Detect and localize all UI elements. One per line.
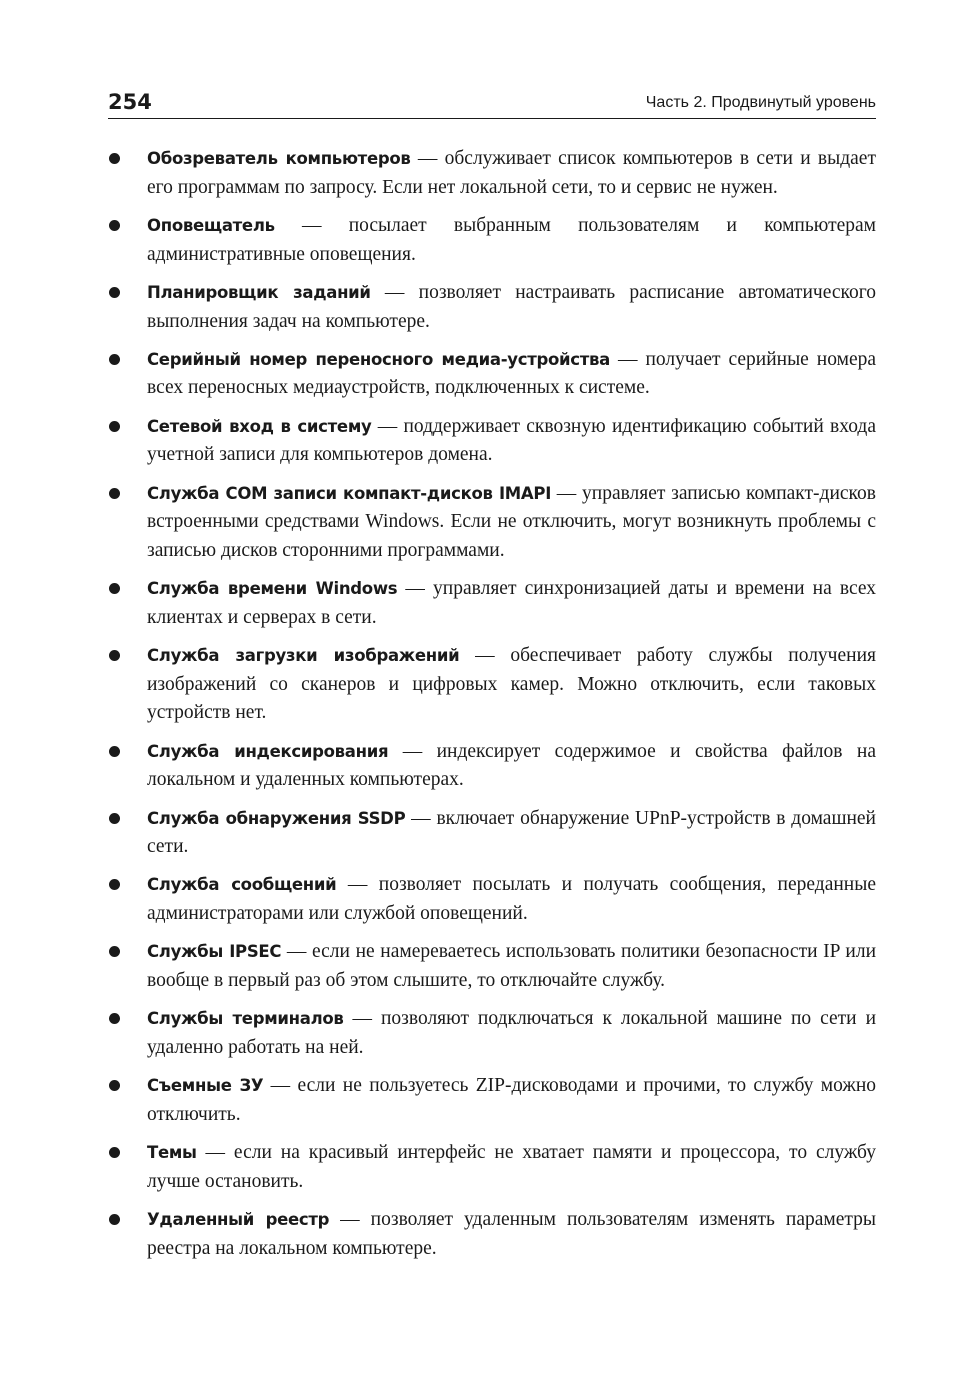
bullet-icon: [109, 354, 120, 365]
item-term: Служба загрузки изображений: [147, 646, 460, 666]
bullet-icon: [109, 650, 120, 661]
bullet-icon: [109, 746, 120, 757]
bullet-icon: [109, 1147, 120, 1158]
bullet-icon: [109, 220, 120, 231]
item-term: Службы IPSEC: [147, 942, 282, 962]
item-text: — обеспечивает работу службы получения изображений со сканеров и цифровых камер. Можно отключить, если таковых устройств нет.: [147, 645, 876, 724]
list-item: [108, 642, 876, 728]
page-header: [108, 88, 876, 119]
list-item: [108, 871, 876, 928]
item-text: — если на красивый интерфейс не хватает памяти и процессора, то службу лучше остановить.: [147, 1142, 876, 1192]
item-term: Удаленный реестр: [147, 1210, 330, 1229]
list-item: [108, 480, 876, 566]
item-term: Служба сообщений: [147, 875, 337, 895]
item-text: — посылает выбранным пользователям и компьютерам административные оповещения.: [147, 214, 876, 265]
list-item: [108, 279, 876, 336]
item-term: Сетевой вход в систему: [147, 416, 372, 436]
list-item: [108, 1072, 876, 1129]
item-text: — если не пользуетесь ZIP-дисководами и прочими, то службу можно отключить.: [147, 1075, 877, 1125]
bullet-icon: [109, 1013, 120, 1024]
bullet-icon: [109, 1080, 120, 1091]
item-text: — позволяет удаленным пользователям изменять параметры реестра на локальном компьютере.: [147, 1209, 876, 1259]
item-text: — если не намереваетесь использовать политики безопасности IP или вообще в первый раз об этом слышите, то отключайте службу.: [147, 941, 877, 992]
list-item: [108, 1206, 876, 1263]
list-item: [108, 346, 876, 403]
list-item: [108, 145, 876, 202]
item-text: — обслуживает список компьютеров в сети и выдает его программам по запросу. Если нет локальной сети, то и сервис не нужен.: [147, 148, 876, 198]
bullet-icon: [109, 946, 120, 957]
list-item: [108, 738, 876, 795]
item-text: — позволяет настраивать расписание автоматического выполнения задач на компьютере.: [147, 281, 876, 332]
item-text: — управляет записью компакт-дисков встроенными средствами Windows. Если не отключить, могут возникнуть проблемы с записью дисков сторонними программами.: [147, 482, 876, 561]
item-term: Съемные ЗУ: [147, 1076, 264, 1096]
item-term: Планировщик заданий: [147, 282, 371, 302]
item-text: — позволяет посылать и получать сообщения, переданные администраторами или службой оповещений.: [147, 874, 876, 925]
item-term: Служба COM записи компакт-дисков IMAPI: [147, 483, 552, 503]
item-text: — управляет синхронизацией даты и времени на всех клиентах и серверах в сети.: [147, 578, 877, 628]
running-title: Часть 2. Продвинутый уровень: [645, 94, 876, 111]
item-text: — поддерживает сквозную идентификацию событий входа учетной записи для компьютеров домена.: [147, 415, 876, 466]
item-text: — получает серийные номера всех переносных медиаустройств, подключенных к системе.: [147, 348, 877, 399]
bullet-icon: [109, 421, 120, 432]
item-term: Служба индексирования: [147, 741, 389, 761]
list-item: [108, 575, 876, 632]
item-text: — позволяют подключаться к локальной машине по сети и удаленно работать на ней.: [147, 1008, 877, 1058]
bullet-icon: [109, 153, 120, 164]
bullet-icon: [109, 488, 120, 499]
bullet-icon: [109, 287, 120, 298]
list-item: [108, 413, 876, 470]
item-term: Служба обнаружения SSDP: [147, 808, 406, 828]
item-term: Оповещатель: [147, 215, 275, 235]
page-number: 254: [108, 90, 152, 114]
list-item: [108, 212, 876, 269]
list-item: [108, 805, 876, 862]
item-term: Службы терминалов: [147, 1009, 344, 1029]
item-term: Служба времени Windows: [147, 579, 398, 599]
bullet-icon: [109, 1214, 120, 1225]
item-text: — индексирует содержимое и свойства файлов на локальном и удаленных компьютерах.: [147, 740, 876, 791]
list-item: [108, 1139, 876, 1196]
list-item: [108, 1005, 876, 1062]
item-text: — включает обнаружение UPnP-устройств в домашней сети.: [147, 807, 876, 858]
list-item: [108, 938, 876, 995]
bullet-icon: [109, 813, 120, 824]
item-term: Обозреватель компьютеров: [147, 149, 411, 168]
item-term: Серийный номер переносного медиа-устройства: [147, 349, 611, 369]
services-list: [108, 145, 876, 1273]
bullet-icon: [109, 583, 120, 594]
item-term: Темы: [147, 1143, 197, 1163]
bullet-icon: [109, 879, 120, 890]
